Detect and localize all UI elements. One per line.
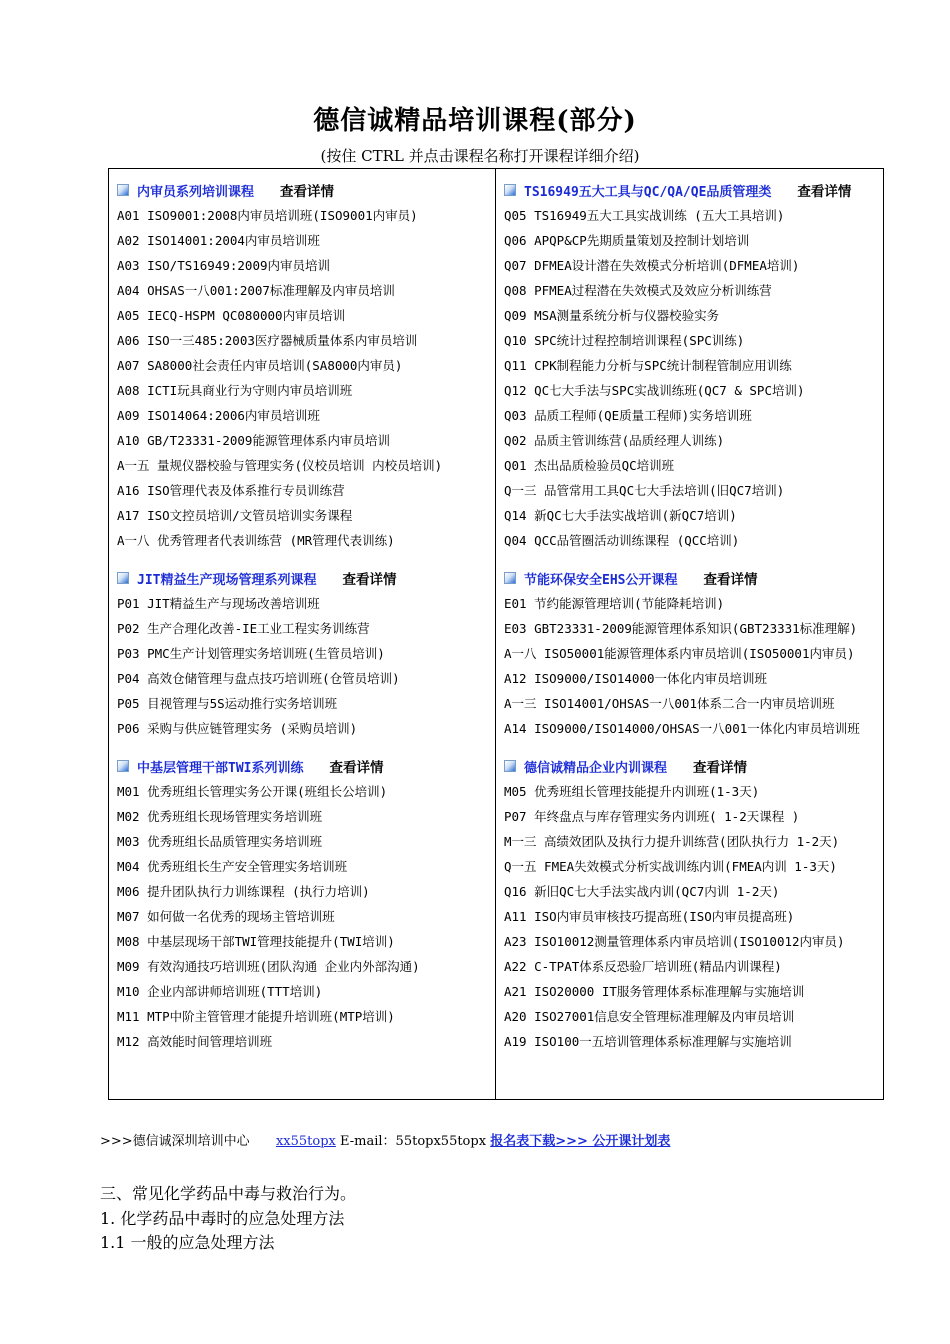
- view-details-link[interactable]: 查看详情: [693, 760, 748, 776]
- course-item[interactable]: M12 高效能时间管理培训班: [117, 1034, 273, 1049]
- course-section: [504, 177, 877, 553]
- view-details-link[interactable]: 查看详情: [342, 572, 397, 588]
- section-title-link[interactable]: TS16949五大工具与QC/QA/QE品质管理类: [524, 184, 772, 200]
- section-header: [504, 565, 877, 591]
- course-item[interactable]: Q12 QC七大手法与SPC实战训练班(QC7 & SPC培训): [504, 383, 805, 398]
- course-item[interactable]: P05 目视管理与5S运动推行实务培训班: [117, 696, 338, 711]
- course-item[interactable]: Q16 新旧QC七大手法实战内训(QC7内训 1-2天): [504, 884, 780, 899]
- course-item[interactable]: Q一五 FMEA失效模式分析实战训练内训(FMEA内训 1-3天): [504, 859, 837, 874]
- view-details-link[interactable]: 查看详情: [703, 572, 758, 588]
- course-item[interactable]: M05 优秀班组长管理技能提升内训班(1-3天): [504, 784, 760, 799]
- course-item[interactable]: Q04 QCC品管圈活动训练课程 (QCC培训): [504, 533, 740, 548]
- course-section: [117, 565, 489, 741]
- course-item[interactable]: Q14 新QC七大手法实战培训(新QC7培训): [504, 508, 737, 523]
- document-icon: [504, 572, 516, 584]
- course-item[interactable]: P03 PMC生产计划管理实务培训班(生管员培训): [117, 646, 385, 661]
- course-item[interactable]: A21 ISO20000 IT服务管理体系标准理解与实施培训: [504, 984, 805, 999]
- document-icon: [117, 760, 129, 772]
- course-section: [504, 753, 877, 1054]
- course-item[interactable]: M04 优秀班组长生产安全管理实务培训班: [117, 859, 348, 874]
- view-details-link[interactable]: 查看详情: [329, 760, 384, 776]
- course-item[interactable]: P07 年终盘点与库存管理实务内训班( 1-2天课程 ): [504, 809, 800, 824]
- course-item[interactable]: A20 ISO27001信息安全管理标准理解及内审员培训: [504, 1009, 795, 1024]
- course-item[interactable]: A23 ISO10012测量管理体系内审员培训(ISO10012内审员): [504, 934, 845, 949]
- footer: [100, 1130, 670, 1149]
- course-item[interactable]: P06 采购与供应链管理实务 (采购员培训): [117, 721, 358, 736]
- section-title-link[interactable]: JIT精益生产现场管理系列课程: [137, 572, 317, 588]
- course-item[interactable]: A17 ISO文控员培训/文管员培训实务课程: [117, 508, 353, 523]
- course-item[interactable]: A一八 优秀管理者代表训练营 (MR管理代表训练): [117, 533, 395, 548]
- document-icon: [504, 760, 516, 772]
- course-item[interactable]: A22 C-TPAT体系反恐验厂培训班(精品内训课程): [504, 959, 782, 974]
- course-item[interactable]: M11 MTP中阶主管管理才能提升培训班(MTP培训): [117, 1009, 395, 1024]
- course-item[interactable]: M一三 高绩效团队及执行力提升训练营(团队执行力 1-2天): [504, 834, 840, 849]
- course-item[interactable]: Q01 杰出品质检验员QC培训班: [504, 458, 675, 473]
- course-item[interactable]: A04 OHSAS一八001:2007标准理解及内审员培训: [117, 283, 395, 298]
- course-item[interactable]: A05 IECQ-HSPM QC080000内审员培训: [117, 308, 346, 323]
- section-title-link[interactable]: 节能环保安全EHS公开课程: [524, 572, 678, 588]
- course-item[interactable]: Q一三 品管常用工具QC七大手法培训(旧QC7培训): [504, 483, 785, 498]
- course-item[interactable]: A一三 ISO14001/OHSAS一八001体系二合一内审员培训班: [504, 696, 835, 711]
- course-item[interactable]: Q11 CPK制程能力分析与SPC统计制程管制应用训练: [504, 358, 792, 373]
- section-title-link[interactable]: 内审员系列培训课程: [137, 184, 255, 200]
- course-item[interactable]: E01 节约能源管理培训(节能降耗培训): [504, 596, 725, 611]
- body-line-2: 1. 化学药品中毒时的应急处理方法: [100, 1209, 345, 1228]
- section-header: [117, 177, 489, 203]
- view-details-link[interactable]: 查看详情: [797, 184, 852, 200]
- course-item[interactable]: A01 ISO9001:2008内审员培训班(ISO9001内审员): [117, 208, 418, 223]
- course-item[interactable]: P02 生产合理化改善-IE工业工程实务训练营: [117, 621, 370, 636]
- course-item[interactable]: Q09 MSA测量系统分析与仪器校验实务: [504, 308, 720, 323]
- section-header: [504, 177, 877, 203]
- course-item[interactable]: E03 GBT23331-2009能源管理体系知识(GBT23331标准理解): [504, 621, 858, 636]
- course-item[interactable]: M07 如何做一名优秀的现场主管培训班: [117, 909, 335, 924]
- page-subtitle: (按住 CTRL 并点击课程名称打开课程详细介绍): [320, 147, 640, 165]
- document-icon: [504, 184, 516, 196]
- section-title-link[interactable]: 德信诚精品企业内训课程: [524, 760, 668, 776]
- course-item[interactable]: A10 GB/T23331-2009能源管理体系内审员培训: [117, 433, 390, 448]
- page-title: 德信诚精品培训课程(部分): [313, 106, 637, 136]
- course-item[interactable]: A11 ISO内审员审核技巧提高班(ISO内审员提高班): [504, 909, 795, 924]
- course-item[interactable]: M09 有效沟通技巧培训班(团队沟通 企业内外部沟通): [117, 959, 420, 974]
- course-item[interactable]: A07 SA8000社会责任内审员培训(SA8000内审员): [117, 358, 403, 373]
- course-item[interactable]: Q07 DFMEA设计潜在失效模式分析培训(DFMEA培训): [504, 258, 800, 273]
- course-item[interactable]: Q08 PFMEA过程潜在失效模式及效应分析训练营: [504, 283, 772, 298]
- course-item[interactable]: A16 ISO管理代表及体系推行专员训练营: [117, 483, 345, 498]
- body-line-1: 三、常见化学药品中毒与救治行为。: [100, 1184, 357, 1203]
- course-item[interactable]: M10 企业内部讲师培训班(TTT培训): [117, 984, 323, 999]
- course-item[interactable]: P04 高效仓储管理与盘点技巧培训班(仓管员培训): [117, 671, 400, 686]
- section-header: [504, 753, 877, 779]
- course-item[interactable]: A08 ICTI玩具商业行为守则内审员培训班: [117, 383, 353, 398]
- course-item[interactable]: M03 优秀班组长品质管理实务培训班: [117, 834, 323, 849]
- course-item[interactable]: P01 JIT精益生产与现场改善培训班: [117, 596, 320, 611]
- course-item[interactable]: A14 ISO9000/ISO14000/OHSAS一八001一体化内审员培训班: [504, 721, 860, 736]
- footer-center: >>>德信诚深圳培训中心: [100, 1134, 250, 1149]
- course-table: [108, 168, 884, 1100]
- course-item[interactable]: M01 优秀班组长管理实务公开课(班组长公培训): [117, 784, 388, 799]
- document-icon: [117, 184, 129, 196]
- course-item[interactable]: A02 ISO14001:2004内审员培训班: [117, 233, 320, 248]
- course-item[interactable]: Q06 APQP&CP先期质量策划及控制计划培训: [504, 233, 750, 248]
- course-item[interactable]: A一八 ISO50001能源管理体系内审员培训(ISO50001内审员): [504, 646, 855, 661]
- course-section: [117, 177, 489, 553]
- course-item[interactable]: A09 ISO14064:2006内审员培训班: [117, 408, 320, 423]
- course-item[interactable]: Q03 品质工程师(QE质量工程师)实务培训班: [504, 408, 752, 423]
- download-link[interactable]: 报名表下载>>> 公开课计划表: [490, 1134, 671, 1149]
- section-header: [117, 565, 489, 591]
- section-header: [117, 753, 489, 779]
- right-column: [496, 169, 883, 1099]
- course-item[interactable]: M02 优秀班组长现场管理实务培训班: [117, 809, 323, 824]
- left-column: [109, 169, 496, 1099]
- course-section: [117, 753, 489, 1054]
- view-details-link[interactable]: 查看详情: [280, 184, 335, 200]
- course-item[interactable]: M06 提升团队执行力训练课程 (执行力培训): [117, 884, 370, 899]
- course-item[interactable]: Q02 品质主管训练营(品质经理人训练): [504, 433, 725, 448]
- course-section: [504, 565, 877, 741]
- course-item[interactable]: A12 ISO9000/ISO14000一体化内审员培训班: [504, 671, 768, 686]
- section-title-link[interactable]: 中基层管理干部TWI系列训练: [137, 760, 304, 776]
- document-icon: [117, 572, 129, 584]
- course-item[interactable]: A19 ISO100一五培训管理体系标准理解与实施培训: [504, 1034, 792, 1049]
- body-line-3: 1.1 一般的应急处理方法: [100, 1233, 275, 1252]
- course-item[interactable]: Q10 SPC统计过程控制培训课程(SPC训练): [504, 333, 745, 348]
- footer-email: E-mail：55topx55topx: [340, 1134, 487, 1149]
- course-item[interactable]: A03 ISO/TS16949:2009内审员培训: [117, 258, 331, 273]
- course-item[interactable]: Q05 TS16949五大工具实战训练 (五大工具培训): [504, 208, 785, 223]
- course-item[interactable]: M08 中基层现场干部TWI管理技能提升(TWI培训): [117, 934, 395, 949]
- footer-link[interactable]: xx55topx: [275, 1134, 336, 1149]
- course-item[interactable]: A一五 量规仪器校验与管理实务(仪校员培训 内校员培训): [117, 458, 443, 473]
- course-item[interactable]: A06 ISO一三485:2003医疗器械质量体系内审员培训: [117, 333, 418, 348]
